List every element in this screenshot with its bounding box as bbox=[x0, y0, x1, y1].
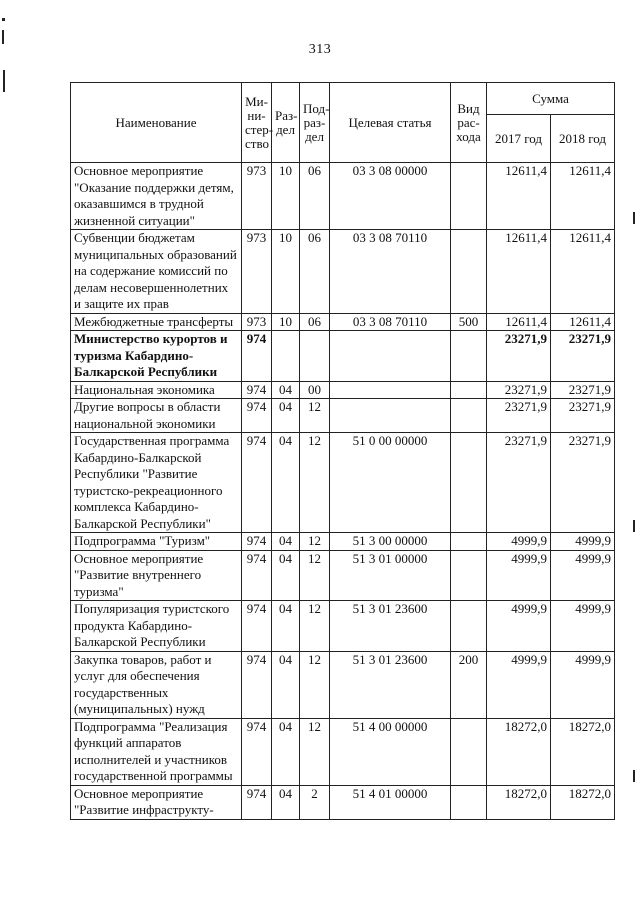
row-ministry: 974 bbox=[242, 651, 272, 718]
row-sum-2018: 12611,4 bbox=[551, 230, 615, 314]
scan-mark bbox=[633, 212, 635, 224]
row-subsection: 00 bbox=[300, 381, 330, 399]
row-sum-2017: 18272,0 bbox=[487, 785, 551, 819]
header-ministry: Ми-ни-стер-ство bbox=[242, 83, 272, 163]
row-sum-2017: 4999,9 bbox=[487, 651, 551, 718]
row-name: Подпрограмма "Туризм" bbox=[71, 533, 242, 551]
header-subsection: Под-раз-дел bbox=[300, 83, 330, 163]
row-sum-2018: 12611,4 bbox=[551, 313, 615, 331]
row-subsection: 12 bbox=[300, 550, 330, 601]
row-sum-2018: 23271,9 bbox=[551, 331, 615, 382]
scan-mark bbox=[3, 70, 5, 92]
row-name: Закупка товаров, работ и услуг для обеспечения государственных (муниципальных) нужд bbox=[71, 651, 242, 718]
row-target bbox=[330, 331, 451, 382]
row-sum-2018: 18272,0 bbox=[551, 718, 615, 785]
row-target bbox=[330, 381, 451, 399]
row-expense: 500 bbox=[451, 313, 487, 331]
row-target bbox=[330, 399, 451, 433]
row-expense bbox=[451, 601, 487, 652]
row-section: 04 bbox=[272, 785, 300, 819]
row-name: Популяризация туристского продукта Кабардино-Балкарской Республики bbox=[71, 601, 242, 652]
row-target: 51 3 01 23600 bbox=[330, 651, 451, 718]
row-expense bbox=[451, 550, 487, 601]
row-sum-2018: 23271,9 bbox=[551, 433, 615, 533]
row-sum-2017: 18272,0 bbox=[487, 718, 551, 785]
row-expense bbox=[451, 381, 487, 399]
row-sum-2017: 23271,9 bbox=[487, 331, 551, 382]
header-section: Раз-дел bbox=[272, 83, 300, 163]
row-expense bbox=[451, 331, 487, 382]
row-target: 51 3 01 00000 bbox=[330, 550, 451, 601]
table-body bbox=[71, 163, 615, 820]
row-expense bbox=[451, 163, 487, 230]
scan-mark bbox=[633, 770, 635, 782]
row-subsection: 06 bbox=[300, 313, 330, 331]
row-subsection: 12 bbox=[300, 399, 330, 433]
row-target: 51 3 00 00000 bbox=[330, 533, 451, 551]
row-ministry: 973 bbox=[242, 313, 272, 331]
row-target: 03 3 08 70110 bbox=[330, 313, 451, 331]
row-name: Государственная программа Кабардино-Балкарской Республики "Развитие туристско-рекреационного комплекса Кабардино-Балкарской Республики" bbox=[71, 433, 242, 533]
row-sum-2018: 18272,0 bbox=[551, 785, 615, 819]
row-ministry: 974 bbox=[242, 331, 272, 382]
row-ministry: 974 bbox=[242, 533, 272, 551]
row-sum-2018: 12611,4 bbox=[551, 163, 615, 230]
table-row bbox=[71, 399, 615, 433]
row-section: 04 bbox=[272, 651, 300, 718]
row-expense bbox=[451, 230, 487, 314]
row-name: Межбюджетные трансферты bbox=[71, 313, 242, 331]
row-sum-2018: 4999,9 bbox=[551, 651, 615, 718]
table-row bbox=[71, 550, 615, 601]
row-name: Подпрограмма "Реализация функций аппаратов исполнителей и участников государственной программы bbox=[71, 718, 242, 785]
row-sum-2017: 12611,4 bbox=[487, 230, 551, 314]
row-section: 04 bbox=[272, 533, 300, 551]
row-subsection: 12 bbox=[300, 651, 330, 718]
row-subsection: 06 bbox=[300, 163, 330, 230]
row-section: 04 bbox=[272, 399, 300, 433]
row-section: 10 bbox=[272, 163, 300, 230]
row-sum-2017: 4999,9 bbox=[487, 550, 551, 601]
row-expense: 200 bbox=[451, 651, 487, 718]
row-sum-2017: 4999,9 bbox=[487, 533, 551, 551]
row-ministry: 974 bbox=[242, 550, 272, 601]
row-sum-2018: 4999,9 bbox=[551, 550, 615, 601]
row-section: 04 bbox=[272, 718, 300, 785]
table-row bbox=[71, 433, 615, 533]
scan-mark bbox=[2, 30, 4, 44]
table-row bbox=[71, 651, 615, 718]
row-section: 04 bbox=[272, 550, 300, 601]
row-target: 03 3 08 00000 bbox=[330, 163, 451, 230]
row-name: Субвенции бюджетам муниципальных образований на содержание комиссий по делам несовершеннолетних и защите их прав bbox=[71, 230, 242, 314]
header-expense: Вид рас-хода bbox=[451, 83, 487, 163]
header-sum: Сумма bbox=[487, 83, 615, 115]
row-target: 51 4 00 00000 bbox=[330, 718, 451, 785]
row-ministry: 974 bbox=[242, 601, 272, 652]
row-ministry: 974 bbox=[242, 433, 272, 533]
row-name: Национальная экономика bbox=[71, 381, 242, 399]
budget-table bbox=[70, 82, 615, 820]
row-section: 10 bbox=[272, 313, 300, 331]
row-section: 04 bbox=[272, 381, 300, 399]
row-section: 10 bbox=[272, 230, 300, 314]
row-sum-2017: 4999,9 bbox=[487, 601, 551, 652]
row-section bbox=[272, 331, 300, 382]
row-expense bbox=[451, 785, 487, 819]
table-row bbox=[71, 718, 615, 785]
row-ministry: 974 bbox=[242, 381, 272, 399]
row-expense bbox=[451, 399, 487, 433]
row-target: 51 4 01 00000 bbox=[330, 785, 451, 819]
scan-mark bbox=[633, 520, 635, 532]
row-sum-2017: 23271,9 bbox=[487, 381, 551, 399]
row-name: Министерство курортов и туризма Кабардино-Балкарской Республики bbox=[71, 331, 242, 382]
row-ministry: 973 bbox=[242, 163, 272, 230]
table-row bbox=[71, 381, 615, 399]
row-sum-2018: 4999,9 bbox=[551, 601, 615, 652]
table-row bbox=[71, 601, 615, 652]
table-row bbox=[71, 785, 615, 819]
row-sum-2017: 23271,9 bbox=[487, 399, 551, 433]
row-expense bbox=[451, 718, 487, 785]
row-name: Основное мероприятие "Развитие инфраструкту- bbox=[71, 785, 242, 819]
page-number: 313 bbox=[308, 42, 332, 57]
row-subsection: 2 bbox=[300, 785, 330, 819]
row-subsection bbox=[300, 331, 330, 382]
row-sum-2017: 12611,4 bbox=[487, 313, 551, 331]
row-ministry: 973 bbox=[242, 230, 272, 314]
row-subsection: 12 bbox=[300, 533, 330, 551]
row-target: 03 3 08 70110 bbox=[330, 230, 451, 314]
table-row bbox=[71, 313, 615, 331]
row-section: 04 bbox=[272, 433, 300, 533]
table-row bbox=[71, 163, 615, 230]
header-year-2018: 2018 год bbox=[551, 115, 615, 163]
row-subsection: 06 bbox=[300, 230, 330, 314]
row-subsection: 12 bbox=[300, 718, 330, 785]
row-ministry: 974 bbox=[242, 785, 272, 819]
row-sum-2018: 23271,9 bbox=[551, 399, 615, 433]
row-sum-2017: 23271,9 bbox=[487, 433, 551, 533]
table-row bbox=[71, 331, 615, 382]
header-year-2017: 2017 год bbox=[487, 115, 551, 163]
row-target: 51 3 01 23600 bbox=[330, 601, 451, 652]
scan-mark bbox=[2, 18, 5, 21]
row-expense bbox=[451, 533, 487, 551]
row-name: Основное мероприятие "Развитие внутреннего туризма" bbox=[71, 550, 242, 601]
row-sum-2017: 12611,4 bbox=[487, 163, 551, 230]
row-subsection: 12 bbox=[300, 433, 330, 533]
row-name: Основное мероприятие "Оказание поддержки детям, оказавшимся в трудной жизненной ситуации" bbox=[71, 163, 242, 230]
table-row bbox=[71, 230, 615, 314]
row-name: Другие вопросы в области национальной экономики bbox=[71, 399, 242, 433]
row-expense bbox=[451, 433, 487, 533]
row-sum-2018: 4999,9 bbox=[551, 533, 615, 551]
row-target: 51 0 00 00000 bbox=[330, 433, 451, 533]
header-target: Целевая статья bbox=[330, 83, 451, 163]
row-subsection: 12 bbox=[300, 601, 330, 652]
header-name: Наименование bbox=[71, 83, 242, 163]
row-ministry: 974 bbox=[242, 399, 272, 433]
row-ministry: 974 bbox=[242, 718, 272, 785]
table-row bbox=[71, 533, 615, 551]
row-sum-2018: 23271,9 bbox=[551, 381, 615, 399]
row-section: 04 bbox=[272, 601, 300, 652]
